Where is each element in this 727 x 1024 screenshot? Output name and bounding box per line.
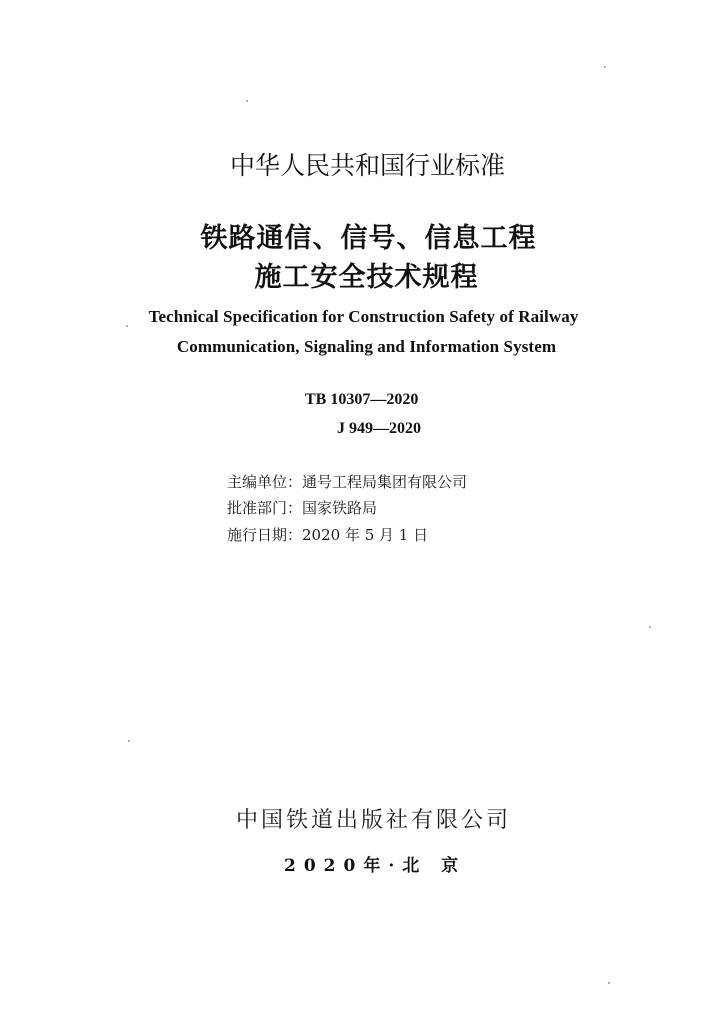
scan-speck [126, 325, 128, 327]
title-en-line-2: Communication, Signaling and Information System [176, 337, 557, 356]
publication-year-place: 2020年·北 京 [284, 856, 467, 876]
standard-code-j: J 949—2020 [337, 420, 421, 437]
editor-unit: 主编单位：通号工程局集团有限公司 [227, 473, 468, 491]
scan-speck [128, 740, 130, 742]
effective-date: 施行日期：2020 年 5 月 1 日 [227, 526, 429, 544]
title-cn-line-1: 铁路通信、信号、信息工程 [200, 223, 537, 254]
standard-category: 中华人民共和国行业标准 [229, 151, 505, 180]
approval-department: 批准部门：国家铁路局 [227, 499, 378, 517]
scan-speck [608, 982, 610, 984]
scan-speck [604, 66, 606, 68]
title-cn-line-2: 施工安全技术规程 [254, 262, 479, 293]
publisher: 中国铁道出版社有限公司 [236, 808, 512, 833]
scan-speck [649, 626, 651, 628]
scan-speck [246, 100, 248, 102]
standard-code-tb: TB 10307—2020 [305, 391, 419, 408]
title-en-line-1: Technical Specification for Construction Safety of Railway [148, 307, 579, 326]
